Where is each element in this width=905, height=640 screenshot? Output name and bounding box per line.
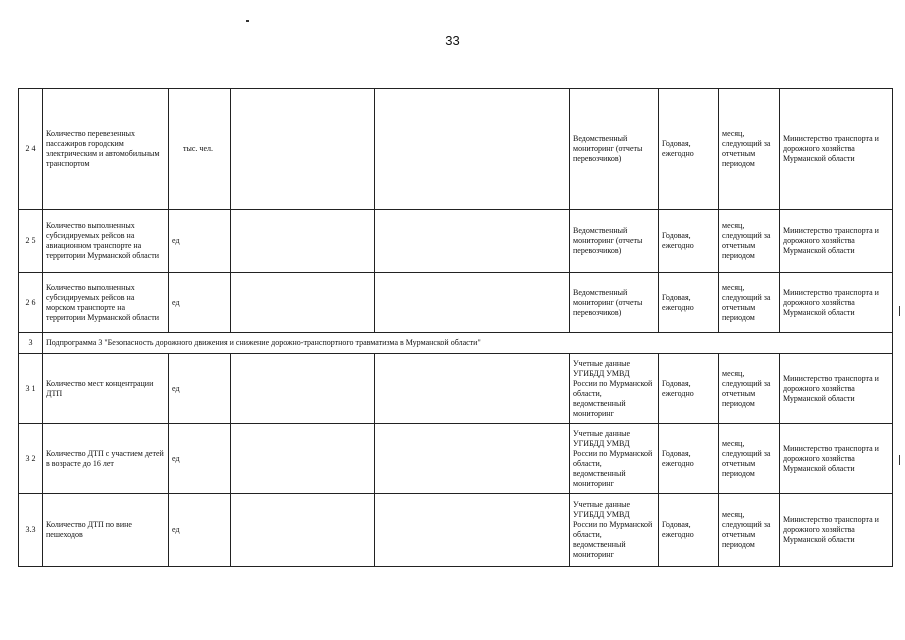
empty-cell — [231, 354, 375, 424]
unit-of-measure: ед — [169, 210, 231, 273]
indicator-name: Количество ДТП с участием детей в возрасте до 16 лет — [43, 424, 169, 494]
unit-of-measure: ед — [169, 494, 231, 567]
data-source: Учетные данные УГИБДД УМВД России по Мурманской области, ведомственный мониторинг — [570, 424, 659, 494]
unit-of-measure: тыс. чел. — [169, 89, 231, 210]
unit-of-measure: ед — [169, 424, 231, 494]
reporting-term: месяц, следующий за отчетным периодом — [719, 424, 780, 494]
reporting-term: месяц, следующий за отчетным периодом — [719, 273, 780, 333]
row-number: 2 5 — [19, 210, 43, 273]
responsible-body: Министерство транспорта и дорожного хозяйства Мурманской области — [780, 424, 893, 494]
table-row — [19, 273, 893, 333]
page-number: 33 — [445, 33, 460, 48]
responsible-body: Министерство транспорта и дорожного хозяйства Мурманской области — [780, 354, 893, 424]
data-source: Ведомственный мониторинг (отчеты перевозчиков) — [570, 210, 659, 273]
frequency: Годовая, ежегодно — [659, 494, 719, 567]
data-source: Учетные данные УГИБДД УМВД России по Мурманской области, ведомственный мониторинг — [570, 494, 659, 567]
subprogram-number: 3 — [19, 333, 43, 354]
row-number: 3.3 — [19, 494, 43, 567]
reporting-term: месяц, следующий за отчетным периодом — [719, 354, 780, 424]
frequency: Годовая, ежегодно — [659, 354, 719, 424]
scan-speck — [899, 455, 900, 465]
empty-cell — [375, 89, 570, 210]
frequency: Годовая, ежегодно — [659, 89, 719, 210]
responsible-body: Министерство транспорта и дорожного хозяйства Мурманской области — [780, 210, 893, 273]
indicator-table — [18, 88, 893, 567]
table-row — [19, 210, 893, 273]
indicator-name: Количество выполненных субсидируемых рейсов на морском транспорте на территории Мурманской области — [43, 273, 169, 333]
row-number: 2 6 — [19, 273, 43, 333]
data-source: Ведомственный мониторинг (отчеты перевозчиков) — [570, 89, 659, 210]
reporting-term: месяц, следующий за отчетным периодом — [719, 210, 780, 273]
responsible-body: Министерство транспорта и дорожного хозяйства Мурманской области — [780, 89, 893, 210]
frequency: Годовая, ежегодно — [659, 273, 719, 333]
indicator-name: Количество мест концентрации ДТП — [43, 354, 169, 424]
empty-cell — [231, 424, 375, 494]
empty-cell — [375, 273, 570, 333]
empty-cell — [375, 494, 570, 567]
table-row — [19, 494, 893, 567]
row-number: 2 4 — [19, 89, 43, 210]
data-source: Учетные данные УГИБДД УМВД России по Мурманской области, ведомственный мониторинг — [570, 354, 659, 424]
unit-of-measure: ед — [169, 273, 231, 333]
indicator-name: Количество ДТП по вине пешеходов — [43, 494, 169, 567]
table-row — [19, 354, 893, 424]
table-row — [19, 89, 893, 210]
empty-cell — [231, 273, 375, 333]
reporting-term: месяц, следующий за отчетным периодом — [719, 89, 780, 210]
subprogram-row — [19, 333, 893, 354]
row-number: 3 1 — [19, 354, 43, 424]
responsible-body: Министерство транспорта и дорожного хозяйства Мурманской области — [780, 273, 893, 333]
frequency: Годовая, ежегодно — [659, 210, 719, 273]
unit-of-measure: ед — [169, 354, 231, 424]
row-number: 3 2 — [19, 424, 43, 494]
indicator-name: Количество перевезенных пассажиров городским электрическим и автомобильным транспортом — [43, 89, 169, 210]
frequency: Годовая, ежегодно — [659, 424, 719, 494]
scan-speck — [246, 20, 249, 22]
empty-cell — [231, 210, 375, 273]
empty-cell — [375, 354, 570, 424]
data-source: Ведомственный мониторинг (отчеты перевозчиков) — [570, 273, 659, 333]
empty-cell — [375, 210, 570, 273]
empty-cell — [375, 424, 570, 494]
reporting-term: месяц, следующий за отчетным периодом — [719, 494, 780, 567]
empty-cell — [231, 89, 375, 210]
empty-cell — [231, 494, 375, 567]
responsible-body: Министерство транспорта и дорожного хозяйства Мурманской области — [780, 494, 893, 567]
scan-speck — [899, 306, 900, 316]
table-row — [19, 424, 893, 494]
indicator-name: Количество выполненных субсидируемых рейсов на авиационном транспорте на территории Мурманской области — [43, 210, 169, 273]
subprogram-title: Подпрограмма 3 "Безопасность дорожного движения и снижение дорожно-транспортного травматизма в Мурманской области" — [43, 333, 893, 354]
